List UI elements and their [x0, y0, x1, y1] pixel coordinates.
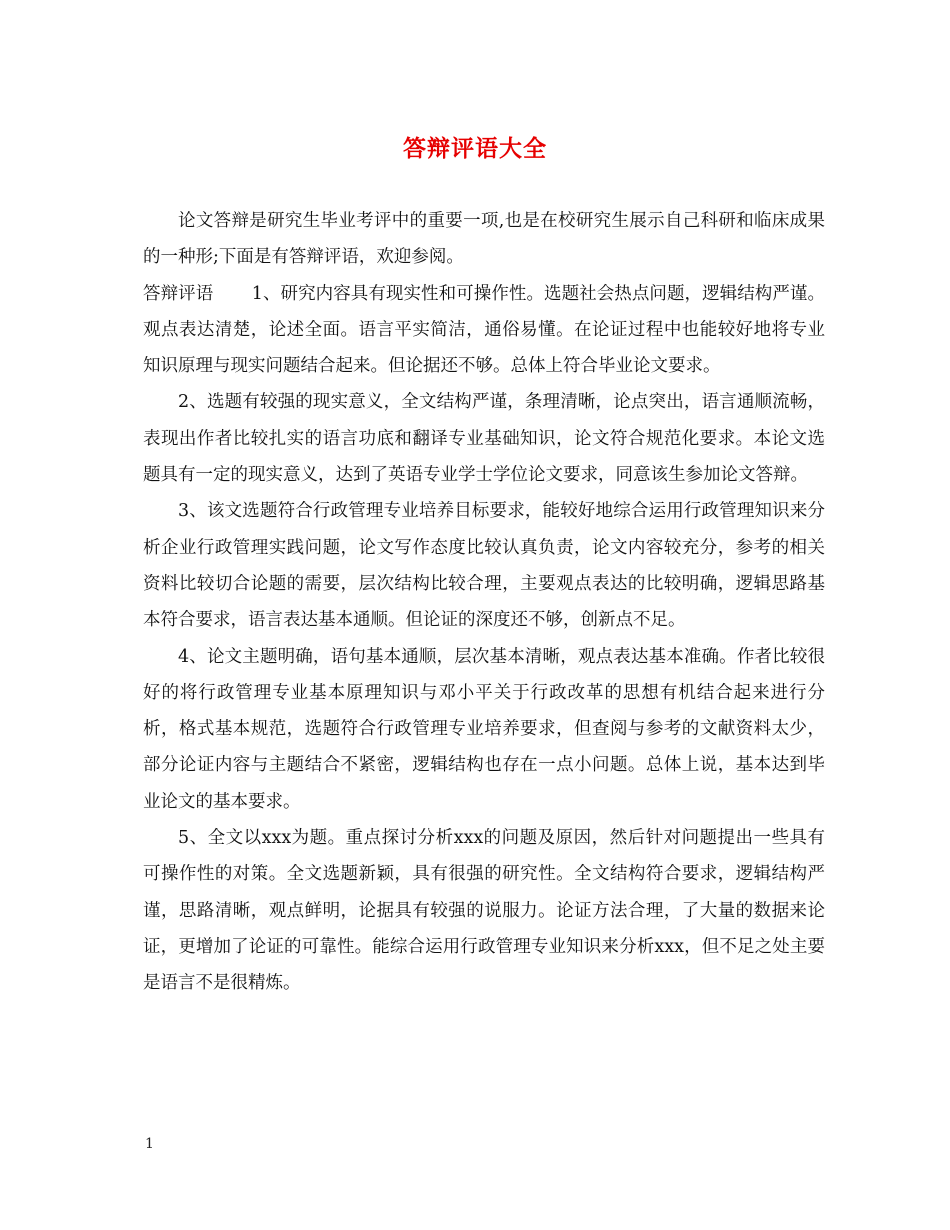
- evaluation-paragraph-5: 5、全文以xxx为题。重点探讨分析xxx的问题及原因，然后针对问题提出一些具有可操作性的对策。全文选题新颖，具有很强的研究性。全文结构符合要求，逻辑结构严谨，思路清晰，观点鲜明，论据具有较强的说服力。论证方法合理，了大量的数据来论证，更增加了论证的可靠性。能综合运用行政管理专业知识来分析xxx，但不足之处主要是语言不是很精炼。: [143, 828, 825, 994]
- intro-paragraph: 论文答辩是研究生毕业考评中的重要一项,也是在校研究生展示自己科研和临床成果的一种形;下面是有答辩评语，欢迎参阅。: [143, 211, 825, 268]
- page-number: 1: [145, 1136, 154, 1152]
- evaluation-text-1: 1、研究内容具有现实性和可操作性。选题社会热点问题，逻辑结构严谨。观点表达清楚，论述全面。语言平实简洁，通俗易懂。在论证过程中也能较好地将专业知识原理与现实问题结合起来。但论据还不够。总体上符合毕业论文要求。: [143, 283, 825, 377]
- evaluation-paragraph-2: 2、选题有较强的现实意义，全文结构严谨，条理清晰，论点突出，语言通顺流畅，表现出作者比较扎实的语言功底和翻译专业基础知识，论文符合规范化要求。本论文选题具有一定的现实意义，达到了英语专业学士学位论文要求，同意该生参加论文答辩。: [143, 392, 825, 486]
- document-title: 答辩评语大全: [403, 135, 547, 162]
- evaluation-paragraph-3: 3、该文选题符合行政管理专业培养目标要求，能较好地综合运用行政管理知识来分析企业行政管理实践问题，论文写作态度比较认真负责，论文内容较充分，参考的相关资料比较切合论题的需要，层次结构比较合理，主要观点表达的比较明确，逻辑思路基本符合要求，语言表达基本通顺。但论证的深度还不够，创新点不足。: [143, 501, 825, 631]
- evaluation-paragraph-4: 4、论文主题明确，语句基本通顺，层次基本清晰，观点表达基本准确。作者比较很好的将行政管理专业基本原理知识与邓小平关于行政改革的思想有机结合起来进行分析，格式基本规范，选题符合行政管理专业培养要求，但查阅与参考的文献资料太少，部分论证内容与主题结合不紧密，逻辑结构也存在一点小问题。总体上说，基本达到毕业论文的基本要求。: [143, 646, 825, 812]
- evaluation-paragraph-1: [143, 276, 825, 385]
- document-body: [143, 203, 825, 1002]
- section-label: 答辩评语: [143, 283, 214, 304]
